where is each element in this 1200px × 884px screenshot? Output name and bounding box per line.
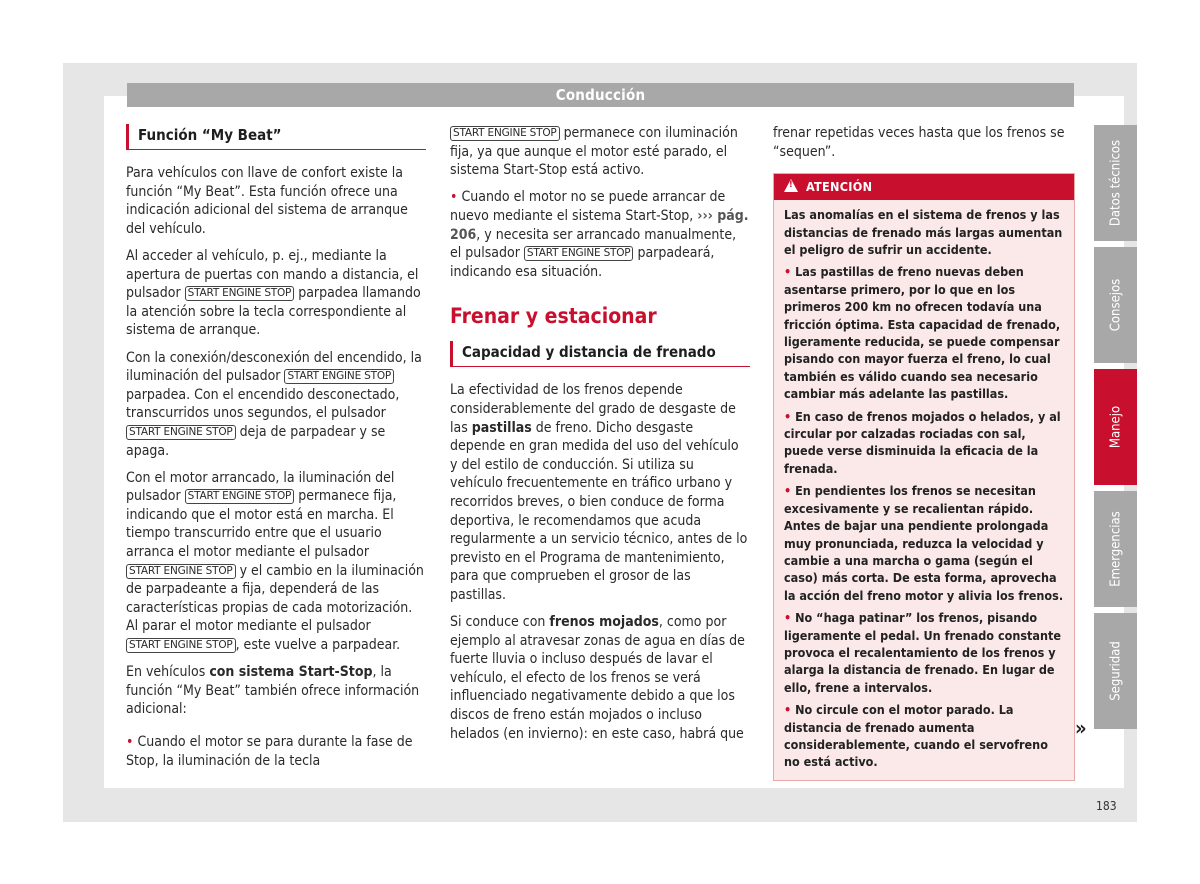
tab-consejos[interactable]: Consejos [1094,247,1137,363]
bullet-icon: • [784,702,792,718]
paragraph: START ENGINE STOP permanece con iluminación fija, ya que aunque el motor esté parado, el sistema Start-Stop está activo. [450,125,738,179]
section-header: Conducción [127,83,1074,107]
start-engine-stop-key: START ENGINE STOP [126,638,236,653]
paragraph: Para vehículos con llave de confort existe la función “My Beat”. Esta función ofrece una indicación adicional del sistema de arranque del vehículo. [126,165,408,237]
warning-header: !ATENCIÓN [774,174,1074,200]
tab-datos-tecnicos[interactable]: Datos técnicos [1094,125,1137,241]
tab-emergencias[interactable]: Emergencias [1094,491,1137,607]
column-1 [126,124,426,779]
bullet-item: • Cuando el motor no se puede arrancar de nuevo mediante el sistema Start-Stop, ››› pág. 206, y necesita ser arrancado manualmente, el pulsador START ENGINE STOP parpadeará, indicando esa situación. [450,189,749,280]
bullet-icon: • [784,610,792,626]
continued-arrow-icon: » [1075,716,1087,740]
start-engine-stop-key: START ENGINE STOP [185,489,295,504]
heading-braking-capacity: Capacidad y distancia de frenado [450,341,750,367]
bullet-icon: • [126,734,134,750]
column-3 [773,124,1075,781]
tab-manejo[interactable]: Manejo [1094,369,1137,485]
start-engine-stop-key: START ENGINE STOP [126,425,236,440]
warning-item: • No circule con el motor parado. La distancia de frenado aumenta considerablemente, cuando el servofreno no está activo. [784,702,1048,770]
bullet-icon: • [784,483,792,499]
warning-triangle-icon [784,179,798,192]
bullet-icon: • [784,408,792,424]
page-reference-link[interactable]: ››› pág. 206 [450,207,749,243]
paragraph: La efectividad de los frenos depende considerablemente del grado de desgaste de las pastillas de freno. Dicho desgaste depende en gran medida del uso del vehículo y del estilo de conducción. Si utiliza su vehículo frecuentemente en tráfico urbano y recorridos breves, o bien conduce de forma deportiva, le recomendamos que acuda regularmente a un servicio técnico, antes de lo previsto en el Programa de mantenimiento, para que comprueben el grosor de las pastillas. [450,382,748,603]
start-engine-stop-key: START ENGINE STOP [450,126,560,141]
tab-seguridad[interactable]: Seguridad [1094,613,1137,729]
bullet-icon: • [450,189,458,206]
warning-item: • No “haga patinar” los frenos, pisando ligeramente el pedal. Un frenado constante provoca el recalentamiento de los frenos y alarga la distancia de frenado. En lugar de ello, frene a intervalos. [784,610,1062,695]
start-engine-stop-key: START ENGINE STOP [185,286,295,301]
column-2 [450,124,750,752]
paragraph: Con la conexión/desconexión del encendido, la iluminación del pulsador START ENGINE STOP parpadea. Con el encendido desconectado, transcurridos unos segundos, el pulsador START ENGINE STOP deja de parpadear y se apaga. [126,349,422,459]
warning-box [773,173,1075,781]
warning-item: • En pendientes los frenos se necesitan excesivamente y se recalientan rápido. Antes de bajar una pendiente prolongada muy pronunciada, reduzca la velocidad y cambie a una marcha o gama (según el caso) más corta. De esta forma, aprovecha la acción del freno motor y alivia los frenos. [784,483,1064,603]
heading-my-beat: Función “My Beat” [126,124,426,150]
bullet-icon: • [784,264,792,280]
start-engine-stop-key: START ENGINE STOP [126,564,236,579]
warning-intro: Las anomalías en el sistema de frenos y las distancias de frenado más largas aumentan el peligro de sufrir un accidente. [784,207,1063,257]
paragraph: En vehículos con sistema Start-Stop, la función “My Beat” también ofrece información adicional: [126,664,420,718]
paragraph: frenar repetidas veces hasta que los frenos se “sequen”. [773,125,1065,160]
warning-item: • En caso de frenos mojados o helados, y al circular por calzadas rociadas con sal, puede verse disminuida la eficacia de la frenada. [784,408,1061,476]
paragraph: Al acceder al vehículo, p. ej., mediante la apertura de puertas con mando a distancia, el pulsador START ENGINE STOP parpadea llamando la atención sobre la tecla correspondiente al sistema de arranque. [126,247,421,339]
paragraph: Con el motor arrancado, la iluminación del pulsador START ENGINE STOP permanece fija, indicando que el motor está en marcha. El tiempo transcurrido entre que el usuario arranca el motor mediante el pulsador START ENGINE STOP y el cambio en la iluminación de parpadeante a fija, dependerá de las características propias de cada motorización. Al parar el motor mediante el pulsador START ENGINE STOP , este vuelve a parpadear. [126,469,424,654]
chapter-title: Frenar y estacionar [450,304,657,329]
warning-item: • Las pastillas de freno nuevas deben asentarse primero, por lo que en los primeros 200 km no ofrecen todavía una fricción óptima. Esta capacidad de frenado, ligeramente reducida, se puede compensar pisando con mayor fuerza el freno, lo cual también es válido cuando sea necesario cambiar más adelante las pastillas. [784,264,1061,402]
paragraph: Si conduce con frenos mojados, como por ejemplo al atravesar zonas de agua en días de fuerte lluvia o incluso después de lavar el vehículo, el efecto de los frenos se verá influenciado negativamente debido a que los discos de freno están mojados o incluso helados (en invierno): en este caso, habrá que [450,614,745,742]
start-engine-stop-key: START ENGINE STOP [284,369,394,384]
start-engine-stop-key: START ENGINE STOP [524,246,634,261]
warning-body [774,200,1074,780]
page-number: 183 [1096,799,1117,813]
bullet-item: • Cuando el motor se para durante la fase de Stop, la iluminación de la tecla [126,734,413,769]
